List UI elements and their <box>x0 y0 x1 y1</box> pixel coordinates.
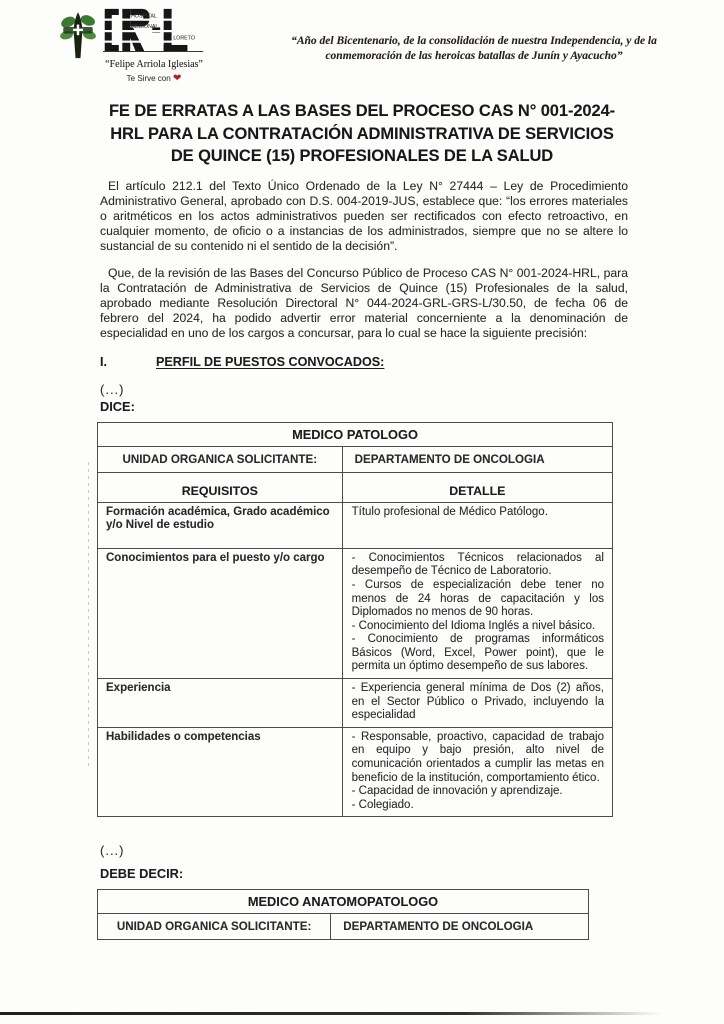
hospital-logotype-icon <box>98 8 210 52</box>
detalle-line: - Conocimiento de programas informáticos Básicos (Word, Excel, Power point), que le permita un óptimo desempeño de sus labores. <box>351 633 604 673</box>
paragraph-legal-basis: El artículo 212.1 del Texto Único Ordenado de la Ley N° 27444 – Ley de Procedimiento Administrativo General, aprobado con D.S. 004-2019-JUS, establece que: “los errores materiales o aritméticos en los actos administrativos pueden ser rectificados con efecto retroactivo, en cualquier momento, de oficio o a instancias de los administrados, siempre que no se altere lo sustancial de su contenido ni el sentido de la decisión”. <box>100 178 628 254</box>
detalle-cell <box>342 727 612 817</box>
detalle-cell <box>342 502 612 548</box>
table-row <box>98 890 589 914</box>
scan-artifact-vertical-line <box>88 462 89 770</box>
table-row <box>98 727 613 817</box>
scan-artifact-bottom-line <box>0 1012 662 1015</box>
table-row <box>98 548 613 678</box>
section-heading-text: PERFIL DE PUESTOS CONVOCADOS: <box>156 354 385 369</box>
detalle-line: - Capacidad de innovación y aprendizaje. <box>351 785 563 798</box>
paragraph-context: Que, de la revisión de las Bases del Concurso Público de Proceso CAS N° 001-2024-HRL, para la Contratación de Administrativa de Servicios de Quince (15) Profesionales de la salud, aprobado mediante Resolución Directoral N° 044-2024-GRL-GRS-L/30.50, de fecha 06 de febrero del 2024, ha podido advertir error material concerniente a la denominación de especialidad en uno de los cargos a concursar, para lo cual se hace la siguiente precisión: <box>100 265 628 341</box>
title-line: DE QUINCE (15) PROFESIONALES DE LA SALUD <box>170 147 554 165</box>
svg-text:HOSPITAL: HOSPITAL <box>131 13 157 20</box>
table-title: MEDICO PATOLOGO <box>98 422 613 446</box>
requisito-cell: Formación académica, Grado académico y/o Nivel de estudio <box>98 502 343 548</box>
ellipsis-marker: (...) <box>100 843 125 859</box>
detalle-cell <box>342 548 612 678</box>
section-heading <box>100 355 724 369</box>
requisito-cell: Experiencia <box>98 679 343 728</box>
col-header-detalle: DETALLE <box>342 472 612 502</box>
title-line: HRL PARA LA CONTRATACIÓN ADMINISTRATIVA DE SERVICIOS <box>110 124 614 143</box>
detalle-line: Título profesional de Médico Patólogo. <box>351 505 548 518</box>
requisito-cell: Habilidades o competencias <box>98 727 343 817</box>
unidad-value-cell: DEPARTAMENTO DE ONCOLOGIA <box>331 914 589 940</box>
heart-icon: ❤ <box>172 73 182 84</box>
requisito-cell: Conocimientos para el puesto y/o cargo <box>98 548 343 678</box>
detalle-line: - Responsable, proactivo, capacidad de trabajo en equipo y bajo presión, alto nivel de comunicación orientados a cumplir las metas en beneficio de la institución, comportamiento ético. <box>351 730 604 784</box>
hospital-logo <box>60 8 218 84</box>
unidad-value-cell: DEPARTAMENTO DE ONCOLOGIA <box>342 446 612 472</box>
table-debe-decir <box>97 889 589 940</box>
table-row <box>98 914 589 940</box>
dice-label: DICE: <box>100 398 135 414</box>
logo-tagline-text: Te Sirve con <box>126 74 171 83</box>
detalle-line: - Colegiado. <box>351 798 414 811</box>
unidad-label-cell: UNIDAD ORGANICA SOLICITANTE: <box>98 914 331 940</box>
header-motto <box>218 34 706 64</box>
motto-line: “Año del Bicentenario, de la consolidación de nuestra Independencia, y de la <box>291 35 657 47</box>
detalle-line: - Conocimiento del Idioma Inglés a nivel básico. <box>351 619 596 632</box>
detalle-line: - Cursos de especialización debe tener no menos de 24 horas de capacitación y los Diplomados no menos de 90 horas. <box>351 578 604 619</box>
table-title: MEDICO ANATOMOPATOLOGO <box>98 890 589 914</box>
logo-subtitle: “Felipe Arriola Iglesias” <box>105 59 203 70</box>
table-row <box>98 446 613 472</box>
table-dice <box>97 422 613 818</box>
title-line: FE DE ERRATAS A LAS BASES DEL PROCESO CAS N° 001-2024- <box>108 102 616 120</box>
ellipsis-marker: (...) <box>100 381 125 397</box>
debe-decir-label: DEBE DECIR: <box>100 866 184 882</box>
unidad-label-cell: UNIDAD ORGANICA SOLICITANTE: <box>98 446 343 472</box>
table-row <box>98 472 613 502</box>
detalle-line: - Experiencia general mínima de Dos (2) años, en el Sector Público o Privado, incluyendo la especialidad <box>351 682 604 722</box>
motto-line: conmemoración de las heroicas batallas de Junín y Ayacucho” <box>325 50 623 62</box>
logo-tagline <box>96 73 212 84</box>
hospital-emblem-icon <box>60 10 96 62</box>
document-header <box>0 0 724 84</box>
table-row <box>98 679 613 728</box>
svg-text:LORETO: LORETO <box>173 35 195 42</box>
page-title <box>92 100 632 168</box>
section-numeral: I. <box>100 354 107 369</box>
hospital-logotype-block <box>96 8 212 84</box>
svg-text:REGIONAL: REGIONAL <box>131 24 159 31</box>
detalle-cell <box>342 679 612 728</box>
col-header-requisitos: REQUISITOS <box>98 472 343 502</box>
table-row <box>98 422 613 446</box>
table-row <box>98 502 613 548</box>
detalle-line: - Conocimientos Técnicos relacionados al desempeño de Técnico de Laboratorio. <box>351 551 604 578</box>
